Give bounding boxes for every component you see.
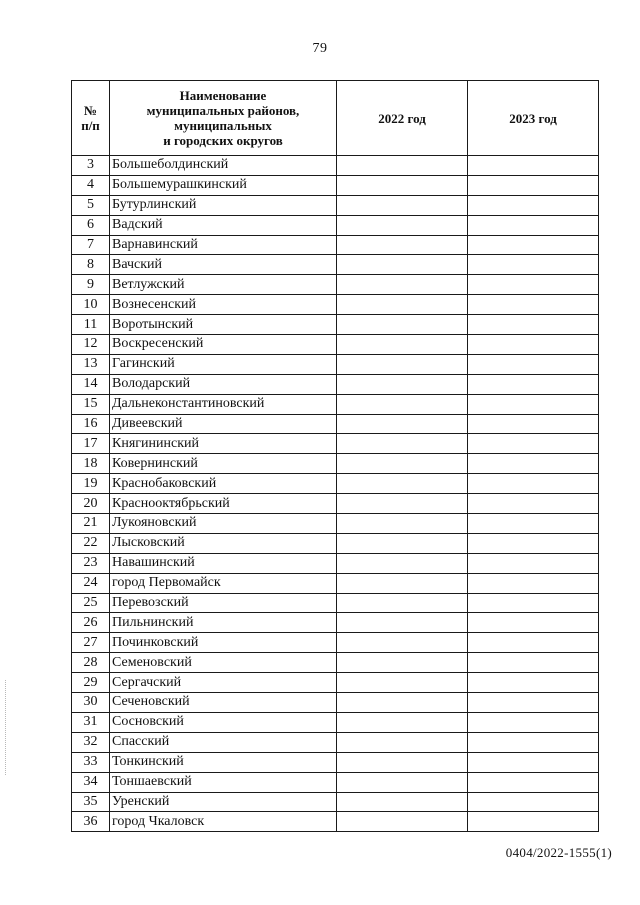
district-name: Тоншаевский bbox=[110, 772, 337, 792]
table-row bbox=[72, 494, 599, 514]
row-number: 15 bbox=[72, 394, 110, 414]
district-name: Большеболдинский bbox=[110, 156, 337, 176]
district-name: Краснооктябрьский bbox=[110, 494, 337, 514]
value-2023-cell bbox=[468, 772, 599, 792]
table-row bbox=[72, 514, 599, 534]
value-2023-cell bbox=[468, 613, 599, 633]
value-2022-cell bbox=[337, 354, 468, 374]
value-2022-cell bbox=[337, 434, 468, 454]
district-name: Перевозский bbox=[110, 593, 337, 613]
table-row bbox=[72, 454, 599, 474]
header-year-2022-text: 2022 год bbox=[378, 110, 426, 126]
value-2022-cell bbox=[337, 175, 468, 195]
value-2022-cell bbox=[337, 792, 468, 812]
value-2023-cell bbox=[468, 593, 599, 613]
table-row bbox=[72, 195, 599, 215]
row-number: 31 bbox=[72, 712, 110, 732]
value-2022-cell bbox=[337, 514, 468, 534]
table-body bbox=[72, 156, 599, 832]
table-row bbox=[72, 474, 599, 494]
value-2023-cell bbox=[468, 693, 599, 713]
district-name: Варнавинский bbox=[110, 235, 337, 255]
district-name: Володарский bbox=[110, 374, 337, 394]
value-2022-cell bbox=[337, 573, 468, 593]
value-2022-cell bbox=[337, 215, 468, 235]
value-2023-cell bbox=[468, 533, 599, 553]
table-row bbox=[72, 673, 599, 693]
district-name: Дальнеконстантиновский bbox=[110, 394, 337, 414]
table-row bbox=[72, 573, 599, 593]
district-name: Вачский bbox=[110, 255, 337, 275]
table-row bbox=[72, 812, 599, 832]
district-name: Княгининский bbox=[110, 434, 337, 454]
district-name: Краснобаковский bbox=[110, 474, 337, 494]
value-2022-cell bbox=[337, 494, 468, 514]
header-year-2023 bbox=[468, 81, 599, 156]
header-number-text: № п/п bbox=[81, 103, 100, 133]
value-2023-cell bbox=[468, 553, 599, 573]
row-number: 28 bbox=[72, 653, 110, 673]
row-number: 21 bbox=[72, 514, 110, 534]
district-name: Бутурлинский bbox=[110, 195, 337, 215]
value-2022-cell bbox=[337, 474, 468, 494]
value-2022-cell bbox=[337, 673, 468, 693]
table-row bbox=[72, 255, 599, 275]
district-name: Гагинский bbox=[110, 354, 337, 374]
header-name-text: Наименование муниципальных районов, муниципальных и городских округов bbox=[146, 88, 300, 148]
district-name: Ковернинский bbox=[110, 454, 337, 474]
district-name: Навашинский bbox=[110, 553, 337, 573]
table-row bbox=[72, 792, 599, 812]
row-number: 14 bbox=[72, 374, 110, 394]
table-row bbox=[72, 653, 599, 673]
header-name bbox=[110, 81, 337, 156]
row-number: 6 bbox=[72, 215, 110, 235]
value-2023-cell bbox=[468, 633, 599, 653]
value-2023-cell bbox=[468, 494, 599, 514]
value-2023-cell bbox=[468, 295, 599, 315]
district-name: Сеченовский bbox=[110, 693, 337, 713]
value-2023-cell bbox=[468, 514, 599, 534]
value-2023-cell bbox=[468, 255, 599, 275]
district-name: Лукояновский bbox=[110, 514, 337, 534]
district-name: Сергачский bbox=[110, 673, 337, 693]
row-number: 32 bbox=[72, 732, 110, 752]
value-2023-cell bbox=[468, 394, 599, 414]
value-2023-cell bbox=[468, 195, 599, 215]
district-name: Ветлужский bbox=[110, 275, 337, 295]
district-name: Пильнинский bbox=[110, 613, 337, 633]
value-2022-cell bbox=[337, 712, 468, 732]
value-2022-cell bbox=[337, 772, 468, 792]
row-number: 18 bbox=[72, 454, 110, 474]
value-2022-cell bbox=[337, 335, 468, 355]
table-row bbox=[72, 175, 599, 195]
row-number: 19 bbox=[72, 474, 110, 494]
table-row bbox=[72, 394, 599, 414]
row-number: 3 bbox=[72, 156, 110, 176]
row-number: 16 bbox=[72, 414, 110, 434]
table-row bbox=[72, 156, 599, 176]
table-row bbox=[72, 215, 599, 235]
row-number: 26 bbox=[72, 613, 110, 633]
value-2023-cell bbox=[468, 792, 599, 812]
district-name: Дивеевский bbox=[110, 414, 337, 434]
row-number: 30 bbox=[72, 693, 110, 713]
value-2023-cell bbox=[468, 235, 599, 255]
value-2022-cell bbox=[337, 812, 468, 832]
value-2022-cell bbox=[337, 295, 468, 315]
table-row bbox=[72, 295, 599, 315]
table-row bbox=[72, 613, 599, 633]
header-year-2023-text: 2023 год bbox=[509, 110, 557, 126]
table-row bbox=[72, 354, 599, 374]
value-2023-cell bbox=[468, 732, 599, 752]
value-2022-cell bbox=[337, 156, 468, 176]
value-2022-cell bbox=[337, 275, 468, 295]
value-2023-cell bbox=[468, 354, 599, 374]
value-2023-cell bbox=[468, 454, 599, 474]
page-number: 79 bbox=[312, 41, 328, 56]
header-year-2022 bbox=[337, 81, 468, 156]
value-2023-cell bbox=[468, 673, 599, 693]
table-header-row bbox=[72, 81, 599, 156]
value-2023-cell bbox=[468, 474, 599, 494]
value-2023-cell bbox=[468, 812, 599, 832]
row-number: 11 bbox=[72, 315, 110, 335]
value-2023-cell bbox=[468, 275, 599, 295]
table-row bbox=[72, 593, 599, 613]
district-name: Вознесенский bbox=[110, 295, 337, 315]
table-row bbox=[72, 335, 599, 355]
document-code: 0404/2022-1555(1) bbox=[505, 845, 612, 860]
row-number: 10 bbox=[72, 295, 110, 315]
district-name: Воротынский bbox=[110, 315, 337, 335]
table-row bbox=[72, 712, 599, 732]
district-name: Вадский bbox=[110, 215, 337, 235]
value-2022-cell bbox=[337, 195, 468, 215]
table-row bbox=[72, 553, 599, 573]
value-2023-cell bbox=[468, 374, 599, 394]
value-2023-cell bbox=[468, 752, 599, 772]
district-name: Спасский bbox=[110, 732, 337, 752]
row-number: 35 bbox=[72, 792, 110, 812]
district-name: город Первомайск bbox=[110, 573, 337, 593]
row-number: 22 bbox=[72, 533, 110, 553]
row-number: 4 bbox=[72, 175, 110, 195]
table-row bbox=[72, 772, 599, 792]
row-number: 36 bbox=[72, 812, 110, 832]
row-number: 13 bbox=[72, 354, 110, 374]
district-name: Большемурашкинский bbox=[110, 175, 337, 195]
value-2022-cell bbox=[337, 693, 468, 713]
table-row bbox=[72, 315, 599, 335]
row-number: 20 bbox=[72, 494, 110, 514]
district-name: Уренский bbox=[110, 792, 337, 812]
value-2023-cell bbox=[468, 653, 599, 673]
row-number: 25 bbox=[72, 593, 110, 613]
value-2022-cell bbox=[337, 414, 468, 434]
value-2022-cell bbox=[337, 454, 468, 474]
row-number: 8 bbox=[72, 255, 110, 275]
value-2022-cell bbox=[337, 255, 468, 275]
row-number: 7 bbox=[72, 235, 110, 255]
table-row bbox=[72, 275, 599, 295]
value-2022-cell bbox=[337, 633, 468, 653]
header-number bbox=[72, 81, 110, 156]
value-2022-cell bbox=[337, 732, 468, 752]
row-number: 23 bbox=[72, 553, 110, 573]
row-number: 12 bbox=[72, 335, 110, 355]
table-row bbox=[72, 693, 599, 713]
table-row bbox=[72, 235, 599, 255]
district-name: Семеновский bbox=[110, 653, 337, 673]
row-number: 9 bbox=[72, 275, 110, 295]
row-number: 34 bbox=[72, 772, 110, 792]
district-name: Воскресенский bbox=[110, 335, 337, 355]
value-2022-cell bbox=[337, 752, 468, 772]
row-number: 24 bbox=[72, 573, 110, 593]
value-2023-cell bbox=[468, 315, 599, 335]
margin-scan-marks bbox=[5, 680, 7, 775]
value-2022-cell bbox=[337, 374, 468, 394]
table-row bbox=[72, 633, 599, 653]
value-2022-cell bbox=[337, 653, 468, 673]
district-name: Сосновский bbox=[110, 712, 337, 732]
value-2022-cell bbox=[337, 315, 468, 335]
table-row bbox=[72, 533, 599, 553]
value-2022-cell bbox=[337, 613, 468, 633]
table-row bbox=[72, 434, 599, 454]
value-2023-cell bbox=[468, 414, 599, 434]
value-2023-cell bbox=[468, 335, 599, 355]
district-name: Лысковский bbox=[110, 533, 337, 553]
value-2023-cell bbox=[468, 434, 599, 454]
row-number: 17 bbox=[72, 434, 110, 454]
value-2022-cell bbox=[337, 593, 468, 613]
value-2023-cell bbox=[468, 156, 599, 176]
table-row bbox=[72, 374, 599, 394]
row-number: 29 bbox=[72, 673, 110, 693]
district-name: город Чкаловск bbox=[110, 812, 337, 832]
value-2022-cell bbox=[337, 235, 468, 255]
value-2023-cell bbox=[468, 712, 599, 732]
row-number: 27 bbox=[72, 633, 110, 653]
district-name: Тонкинский bbox=[110, 752, 337, 772]
table-row bbox=[72, 732, 599, 752]
value-2023-cell bbox=[468, 175, 599, 195]
value-2022-cell bbox=[337, 553, 468, 573]
row-number: 5 bbox=[72, 195, 110, 215]
district-name: Починковский bbox=[110, 633, 337, 653]
table-row bbox=[72, 752, 599, 772]
value-2023-cell bbox=[468, 215, 599, 235]
row-number: 33 bbox=[72, 752, 110, 772]
table-row bbox=[72, 414, 599, 434]
value-2022-cell bbox=[337, 394, 468, 414]
value-2023-cell bbox=[468, 573, 599, 593]
municipalities-table bbox=[71, 80, 599, 832]
value-2022-cell bbox=[337, 533, 468, 553]
